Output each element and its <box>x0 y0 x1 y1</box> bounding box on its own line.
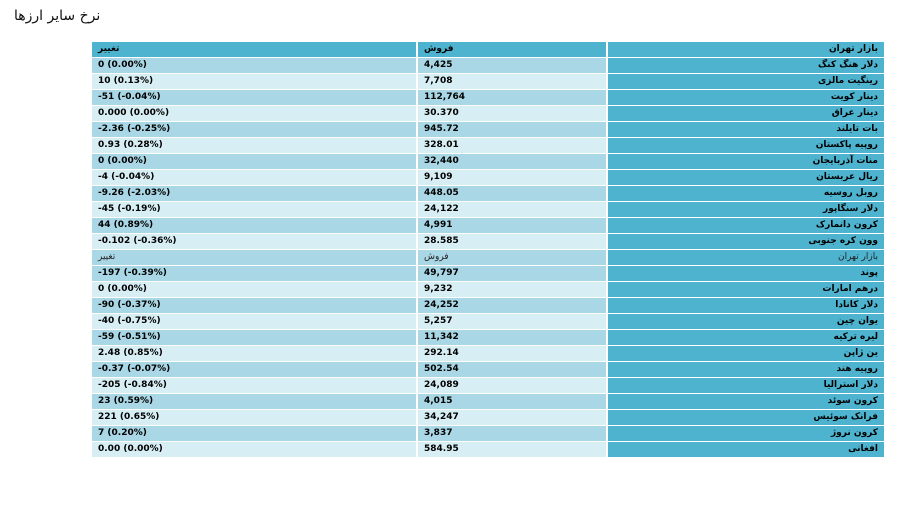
currency-name: بازار تهران <box>608 250 884 265</box>
table-row <box>92 266 884 281</box>
sell-price: 945.72 <box>418 122 606 137</box>
table-row <box>92 330 884 345</box>
currency-name: روپیه پاکستان <box>608 138 884 153</box>
price-change: 0.00 (0.00%) <box>92 442 416 457</box>
sell-price: 7,708 <box>418 74 606 89</box>
price-change: -90 (-0.37%) <box>92 298 416 313</box>
sell-price: 24,122 <box>418 202 606 217</box>
sell-price: 34,247 <box>418 410 606 425</box>
table-header-row <box>92 42 884 57</box>
header-market: بازار تهران <box>608 42 884 57</box>
price-change: 221 (0.65%) <box>92 410 416 425</box>
currency-name: کرون نروژ <box>608 426 884 441</box>
price-change: -0.37 (-0.07%) <box>92 362 416 377</box>
table-row <box>92 202 884 217</box>
currency-name: لیره ترکیه <box>608 330 884 345</box>
table-row <box>92 426 884 441</box>
price-change: -51 (-0.04%) <box>92 90 416 105</box>
table-row <box>92 378 884 393</box>
table-row <box>92 58 884 73</box>
table-row <box>92 410 884 425</box>
table-row <box>92 394 884 409</box>
currency-name: کرون سوئد <box>608 394 884 409</box>
price-change: -45 (-0.19%) <box>92 202 416 217</box>
sell-price: 4,015 <box>418 394 606 409</box>
price-change: 0 (0.00%) <box>92 58 416 73</box>
price-change: 2.48 (0.85%) <box>92 346 416 361</box>
table-row <box>92 74 884 89</box>
table-row <box>92 282 884 297</box>
sell-price: 5,257 <box>418 314 606 329</box>
sell-price: 32,440 <box>418 154 606 169</box>
table-row <box>92 234 884 249</box>
sell-price: 4,991 <box>418 218 606 233</box>
price-change: 0 (0.00%) <box>92 282 416 297</box>
table-row <box>92 218 884 233</box>
table-subheader-row <box>92 250 884 265</box>
sell-price: 24,089 <box>418 378 606 393</box>
price-change: -40 (-0.75%) <box>92 314 416 329</box>
currency-name: دلار استرالیا <box>608 378 884 393</box>
currency-name: پوند <box>608 266 884 281</box>
price-change: -2.36 (-0.25%) <box>92 122 416 137</box>
sell-price: 49,797 <box>418 266 606 281</box>
currency-name: منات آذربایجان <box>608 154 884 169</box>
currency-name: دلار هنگ کنگ <box>608 58 884 73</box>
sell-price: 112,764 <box>418 90 606 105</box>
price-change: 7 (0.20%) <box>92 426 416 441</box>
currency-name: یوان چین <box>608 314 884 329</box>
page-title: نرخ سایر ارزها <box>14 8 101 24</box>
rates-table <box>90 41 886 458</box>
price-change: تغییر <box>92 250 416 265</box>
price-change: 23 (0.59%) <box>92 394 416 409</box>
currency-name: روبل روسیه <box>608 186 884 201</box>
table-row <box>92 314 884 329</box>
table-row <box>92 138 884 153</box>
price-change: 0 (0.00%) <box>92 154 416 169</box>
sell-price: 11,342 <box>418 330 606 345</box>
currency-name: کرون دانمارک <box>608 218 884 233</box>
table-row <box>92 346 884 361</box>
currency-name: دینار کویت <box>608 90 884 105</box>
price-change: 0.000 (0.00%) <box>92 106 416 121</box>
sell-price: 24,252 <box>418 298 606 313</box>
currency-name: دینار عراق <box>608 106 884 121</box>
sell-price: 28.585 <box>418 234 606 249</box>
table-row <box>92 122 884 137</box>
header-change: تغییر <box>92 42 416 57</box>
currency-name: رینگیت مالزی <box>608 74 884 89</box>
sell-price: 9,109 <box>418 170 606 185</box>
table-row <box>92 170 884 185</box>
table-row <box>92 186 884 201</box>
header-sell: فروش <box>418 42 606 57</box>
price-change: -9.26 (-2.03%) <box>92 186 416 201</box>
currency-name: فرانک سوئیس <box>608 410 884 425</box>
price-change: 10 (0.13%) <box>92 74 416 89</box>
currency-name: دلار سنگاپور <box>608 202 884 217</box>
price-change: -0.102 (-0.36%) <box>92 234 416 249</box>
table-row <box>92 90 884 105</box>
sell-price: 3,837 <box>418 426 606 441</box>
currency-name: دلار کانادا <box>608 298 884 313</box>
price-change: -4 (-0.04%) <box>92 170 416 185</box>
table-row <box>92 362 884 377</box>
price-change: 44 (0.89%) <box>92 218 416 233</box>
table-row <box>92 442 884 457</box>
currency-name: وون کره جنوبی <box>608 234 884 249</box>
currency-name: ین ژاپن <box>608 346 884 361</box>
price-change: 0.93 (0.28%) <box>92 138 416 153</box>
sell-price: 584.95 <box>418 442 606 457</box>
table-row <box>92 298 884 313</box>
sell-price: 502.54 <box>418 362 606 377</box>
currency-name: روپیه هند <box>608 362 884 377</box>
sell-price: 448.05 <box>418 186 606 201</box>
price-change: -59 (-0.51%) <box>92 330 416 345</box>
price-change: -197 (-0.39%) <box>92 266 416 281</box>
table-row <box>92 106 884 121</box>
currency-name: ریال عربستان <box>608 170 884 185</box>
sell-price: 9,232 <box>418 282 606 297</box>
table-row <box>92 154 884 169</box>
sell-price: 328.01 <box>418 138 606 153</box>
currency-name: درهم امارات <box>608 282 884 297</box>
price-change: -205 (-0.84%) <box>92 378 416 393</box>
currency-name: افغانی <box>608 442 884 457</box>
currency-name: بات تایلند <box>608 122 884 137</box>
sell-price: 292.14 <box>418 346 606 361</box>
sell-price: 4,425 <box>418 58 606 73</box>
sell-price: 30.370 <box>418 106 606 121</box>
sell-price: فروش <box>418 250 606 265</box>
